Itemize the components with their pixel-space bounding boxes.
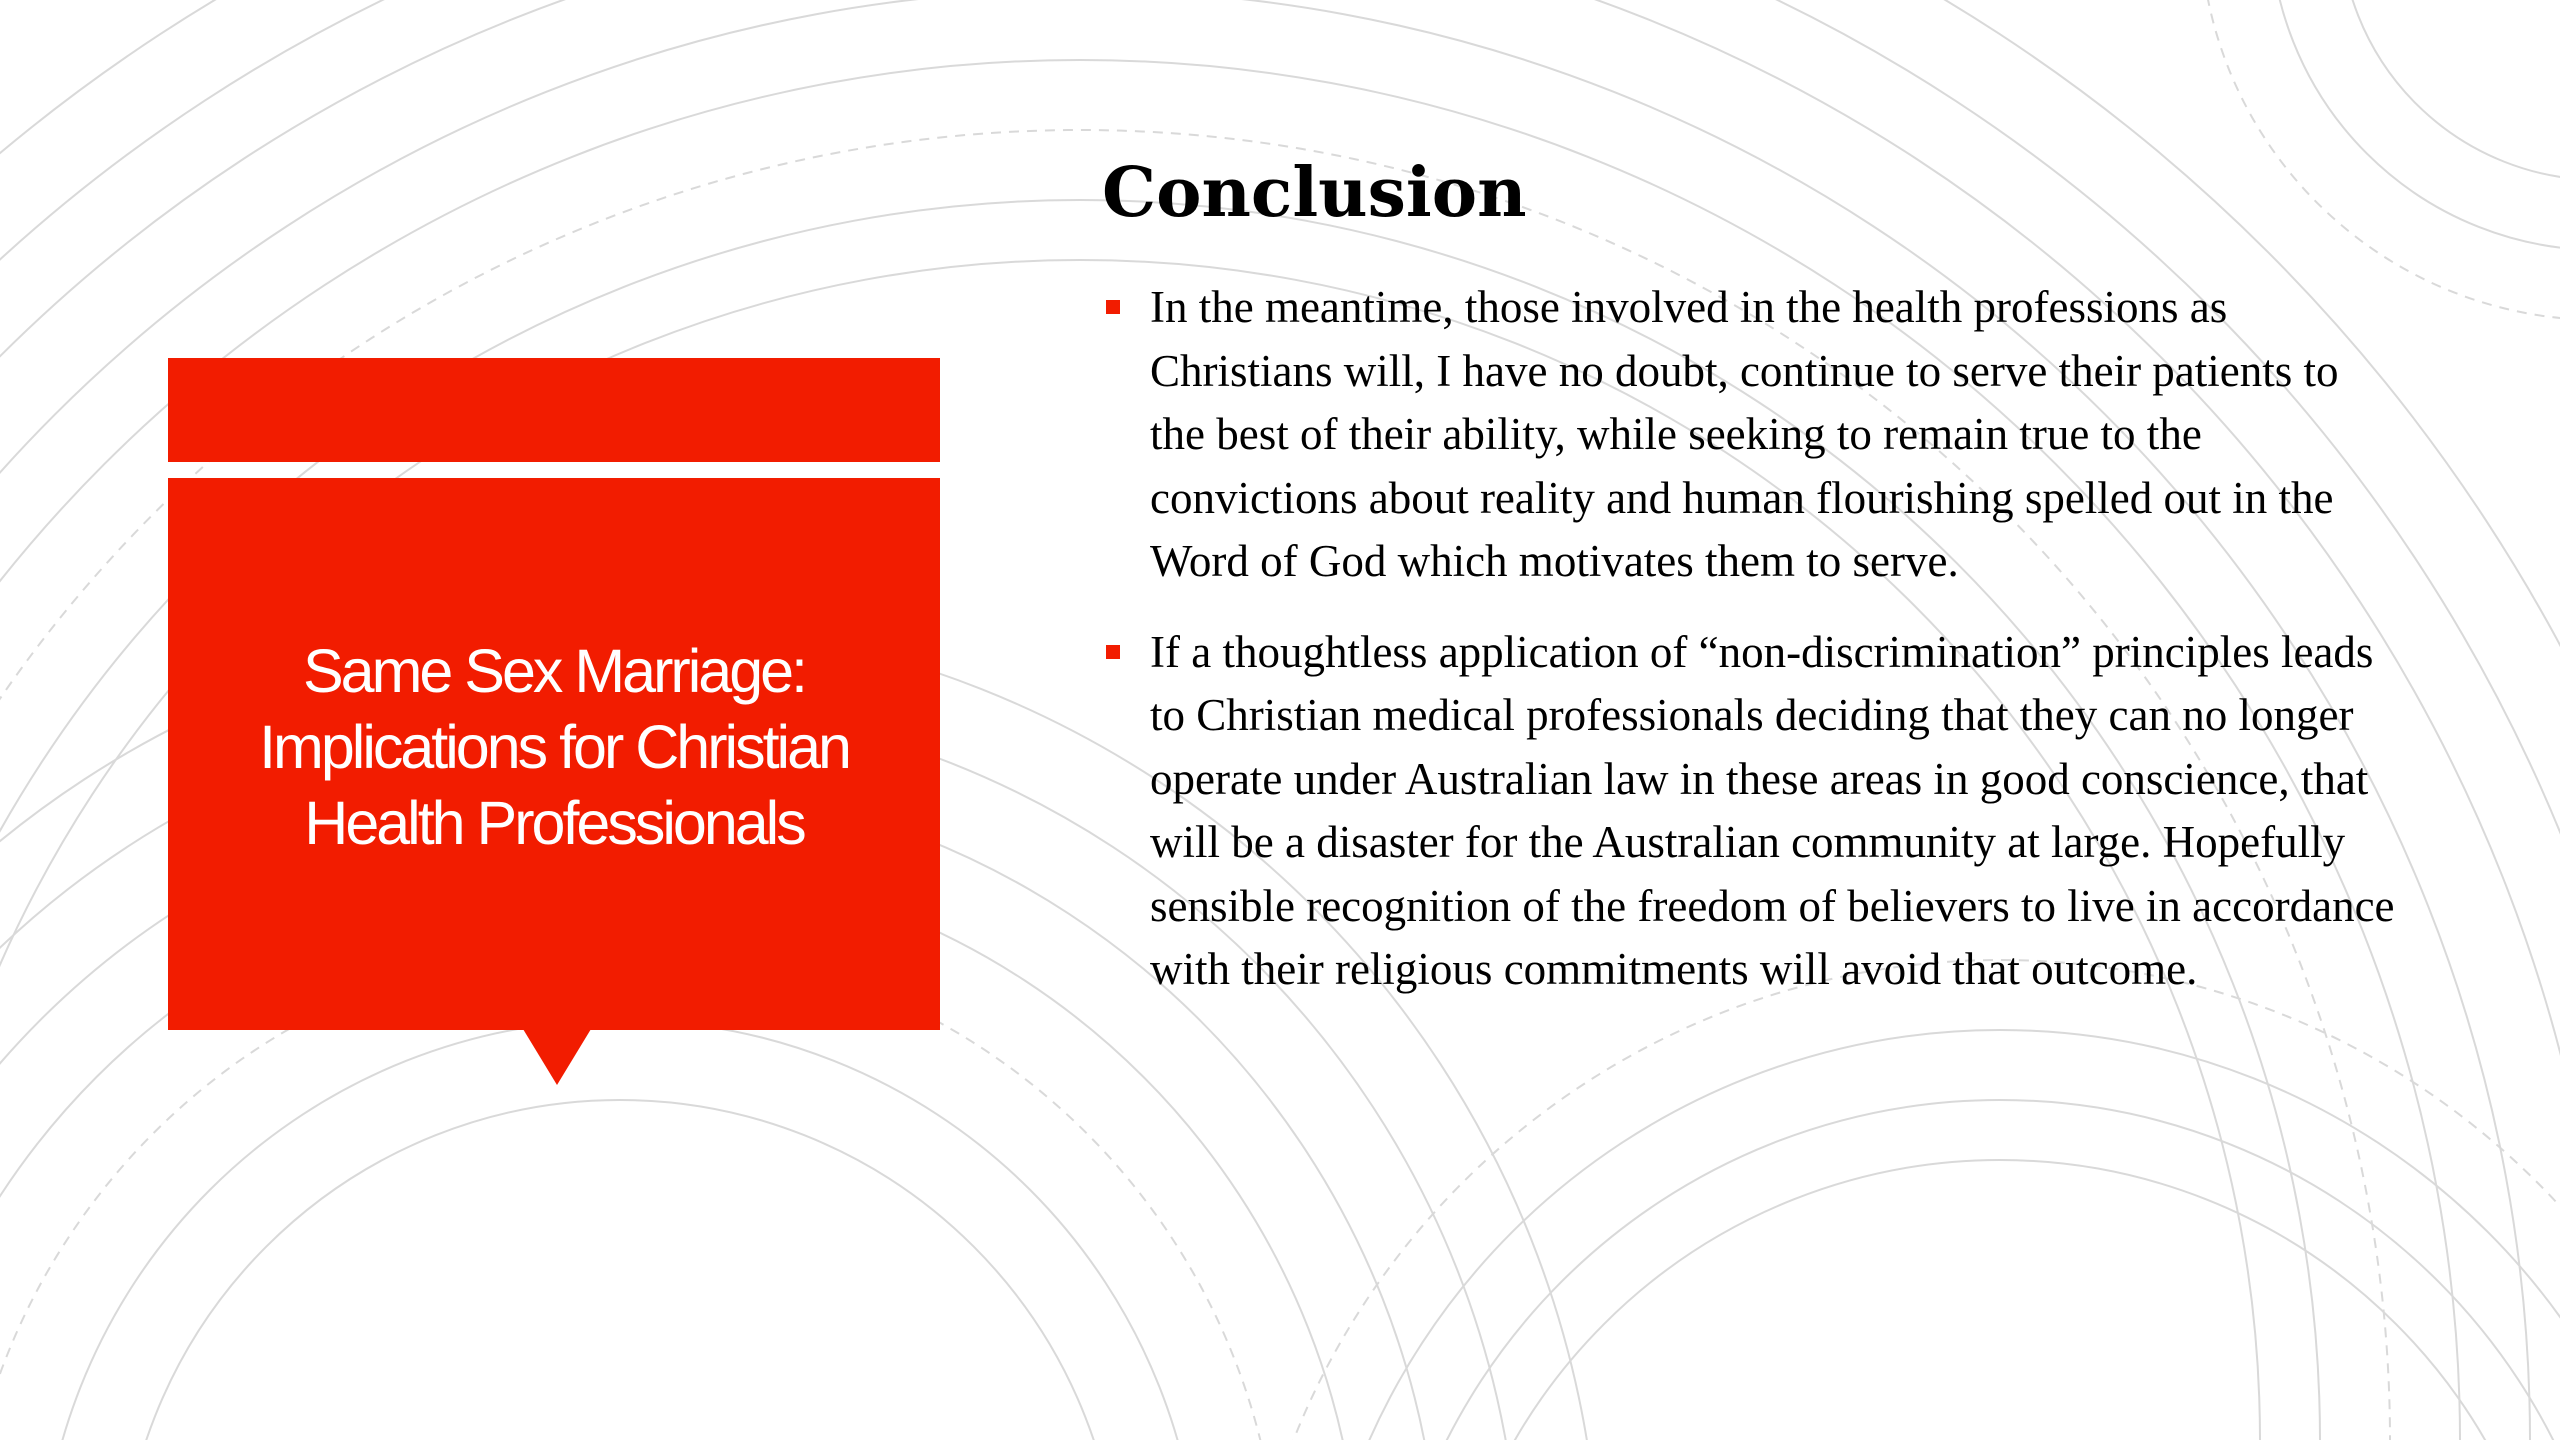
slide-content [1102,148,2402,1029]
background-arc [40,1020,1200,1440]
background-arc [1380,1100,2560,1440]
bullet-text: In the meantime, those involved in the health professions as Christians will, I have no doubt, continue to serve their patients to the best of their ability, while seeking to remain true to the convictions about reality and human flourishing spelled out in the Word of God which motivates them to serve. [1150,282,2339,586]
bullet-list [1102,276,2402,1002]
bullet-square-icon [1106,645,1120,659]
callout-pointer [523,1029,591,1085]
bullet-square-icon [1106,300,1120,314]
bullet-item [1102,621,2402,1002]
background-arc [120,1100,1120,1440]
background-arc [1240,960,2560,1440]
presentation-title: Same Sex Marriage: Implications for Christian Health Professionals [259,637,849,857]
background-arc [1310,1030,2560,1440]
slide-heading: Conclusion [1102,153,1527,233]
bullet-text: If a thoughtless application of “non-discrimination” principles leads to Christian medical professionals deciding that they can no longer operate under Australian law in these areas in good conscience, that will be a disaster for the Australian community at large. Hopefully sensible recognition of the freedom of believers to live in accordance with their religious commitments will avoid that outcome. [1150,626,2395,994]
bullet-item [1102,276,2402,594]
accent-bar [168,358,940,462]
background-arc [1440,1160,2560,1440]
title-callout-box [168,478,940,1030]
